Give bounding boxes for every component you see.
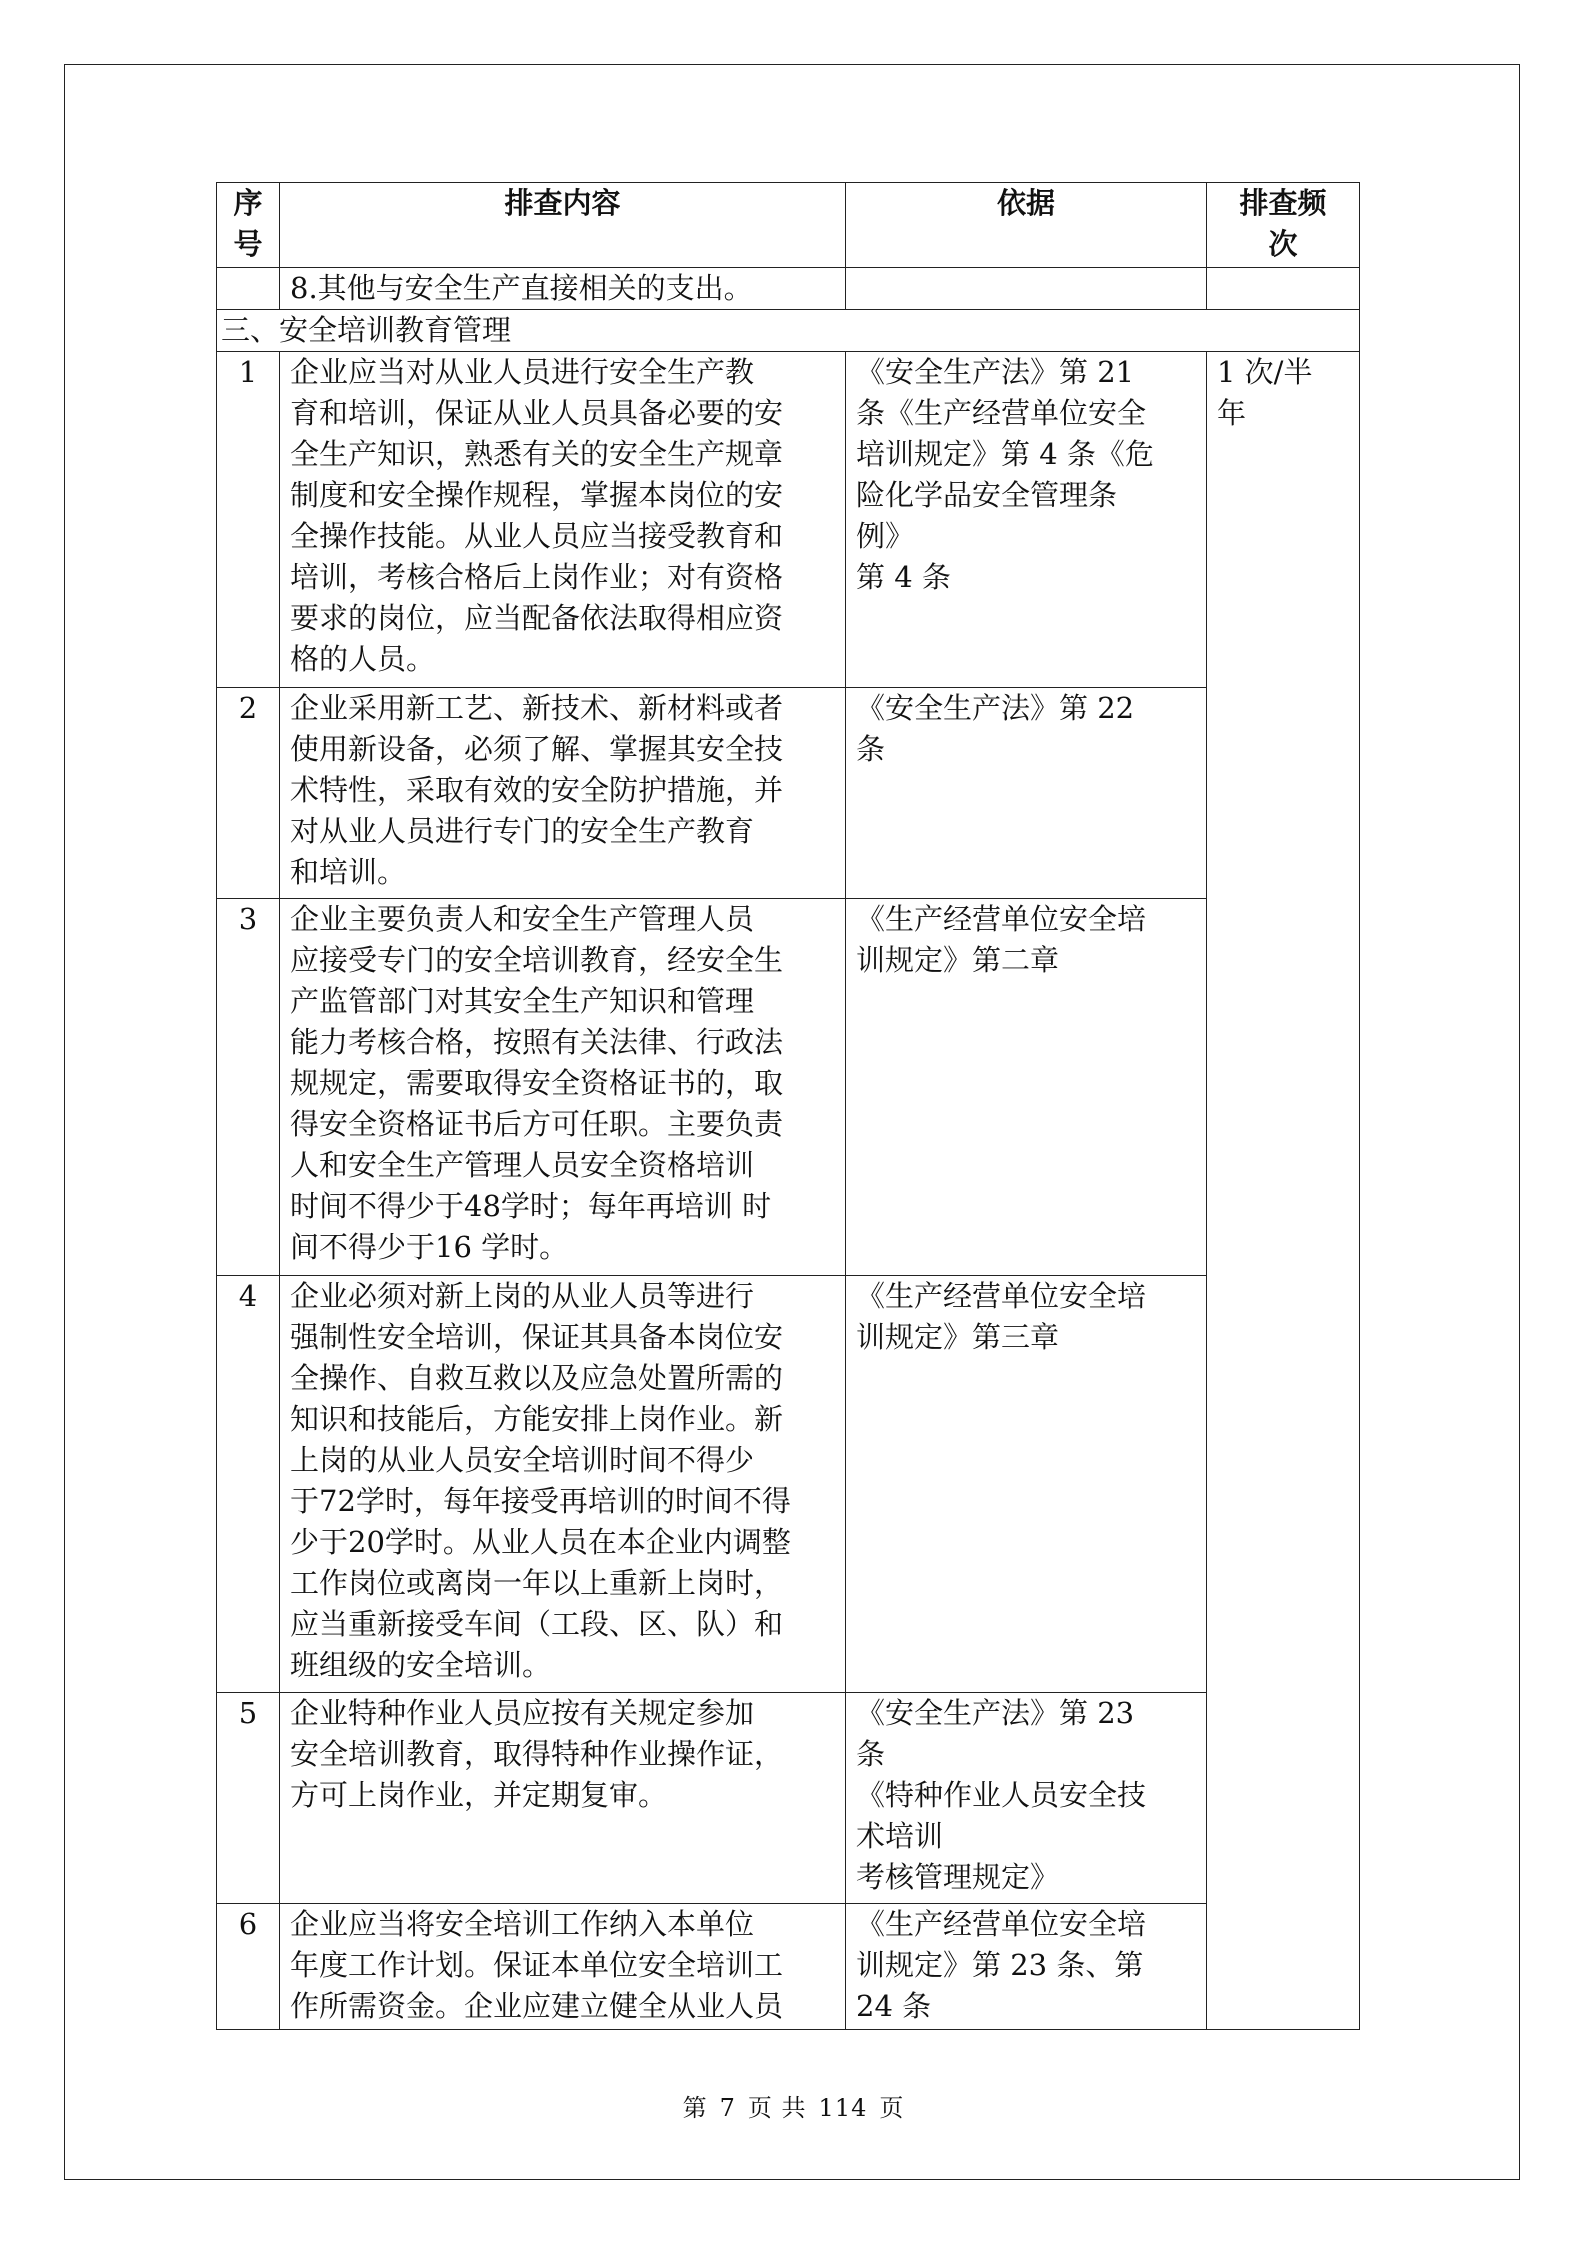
row-content: 企业应当对从业人员进行安全生产教 育和培训，保证从业人员具备必要的安 全生产知识，熟悉有关的安全生产规章 制度和安全操作规程，掌握本岗位的安 全操作技能。从业人员应当接受教育和 培训，考核合格后上岗作业；对有资格 要求的岗位，应当配备依法取得相应资 格的人员。 — [280, 352, 846, 688]
header-seq: 序 号 — [217, 183, 280, 268]
row-basis: 《生产经营单位安全培 训规定》第三章 — [846, 1276, 1207, 1693]
page-footer — [0, 2088, 1587, 2123]
carry-num-cell — [217, 268, 280, 310]
row-content: 企业特种作业人员应按有关规定参加 安全培训教育，取得特种作业操作证， 方可上岗作业，并定期复审。 — [280, 1693, 846, 1904]
footer-suffix: 页 — [879, 2094, 905, 2122]
row-basis: 《安全生产法》第 23 条 《特种作业人员安全技 术培训 考核管理规定》 — [846, 1693, 1207, 1904]
row-number: 4 — [217, 1276, 280, 1693]
carry-basis-cell — [846, 268, 1207, 310]
section-row — [217, 310, 1360, 352]
section-title: 三、安全培训教育管理 — [217, 310, 1360, 352]
row-content: 企业主要负责人和安全生产管理人员 应接受专门的安全培训教育，经安全生 产监管部门对其安全生产知识和管理 能力考核合格，按照有关法律、行政法 规规定，需要取得安全资格证书的，取 得安全资格证书后方可任职。主要负责 人和安全生产管理人员安全资格培训 时间不得少于48学时；每年再培训 时 间不得少于16 学时。 — [280, 899, 846, 1276]
row-basis: 《安全生产法》第 21 条《生产经营单位安全 培训规定》第 4 条《危 险化学品安全管理条 例》 第 4 条 — [846, 352, 1207, 688]
row-basis: 《生产经营单位安全培 训规定》第 23 条、第 24 条 — [846, 1904, 1207, 2030]
row-number: 5 — [217, 1693, 280, 1904]
row-number: 2 — [217, 688, 280, 899]
inspection-table — [216, 182, 1360, 2030]
carry-content-cell: 8.其他与安全生产直接相关的支出。 — [280, 268, 846, 310]
table-row — [217, 1276, 1360, 1693]
table-row — [217, 688, 1360, 899]
row-content: 企业应当将安全培训工作纳入本单位 年度工作计划。保证本单位安全培训工 作所需资金。企业应建立健全从业人员 — [280, 1904, 846, 2030]
frequency-cell: 1 次/半 年 — [1207, 352, 1360, 2030]
total-page-count: 114 — [818, 2094, 868, 2122]
header-frequency: 排查频 次 — [1207, 183, 1360, 268]
row-number: 6 — [217, 1904, 280, 2030]
table-row — [217, 1693, 1360, 1904]
row-number: 3 — [217, 899, 280, 1276]
footer-prefix: 第 — [682, 2094, 708, 2122]
row-basis: 《安全生产法》第 22 条 — [846, 688, 1207, 899]
row-number: 1 — [217, 352, 280, 688]
table-row — [217, 352, 1360, 688]
carry-frequency-cell — [1207, 268, 1360, 310]
table-row — [217, 1904, 1360, 2030]
current-page-number: 7 — [719, 2094, 736, 2122]
header-basis: 依据 — [846, 183, 1207, 268]
table-row — [217, 899, 1360, 1276]
row-content: 企业采用新工艺、新技术、新材料或者 使用新设备，必须了解、掌握其安全技 术特性，采取有效的安全防护措施，并 对从业人员进行专门的安全生产教育 和培训。 — [280, 688, 846, 899]
table-row-carryover — [217, 268, 1360, 310]
header-content: 排查内容 — [280, 183, 846, 268]
footer-middle: 页 共 — [747, 2094, 807, 2122]
table-header-row — [217, 183, 1360, 268]
row-content: 企业必须对新上岗的从业人员等进行 强制性安全培训，保证其具备本岗位安 全操作、自救互救以及应急处置所需的 知识和技能后，方能安排上岗作业。新 上岗的从业人员安全培训时间不得少 于72学时，每年接受再培训的时间不得 少于20学时。从业人员在本企业内调整 工作岗位或离岗一年以上重新上岗时， 应当重新接受车间（工段、区、队）和 班组级的安全培训。 — [280, 1276, 846, 1693]
row-basis: 《生产经营单位安全培 训规定》第二章 — [846, 899, 1207, 1276]
